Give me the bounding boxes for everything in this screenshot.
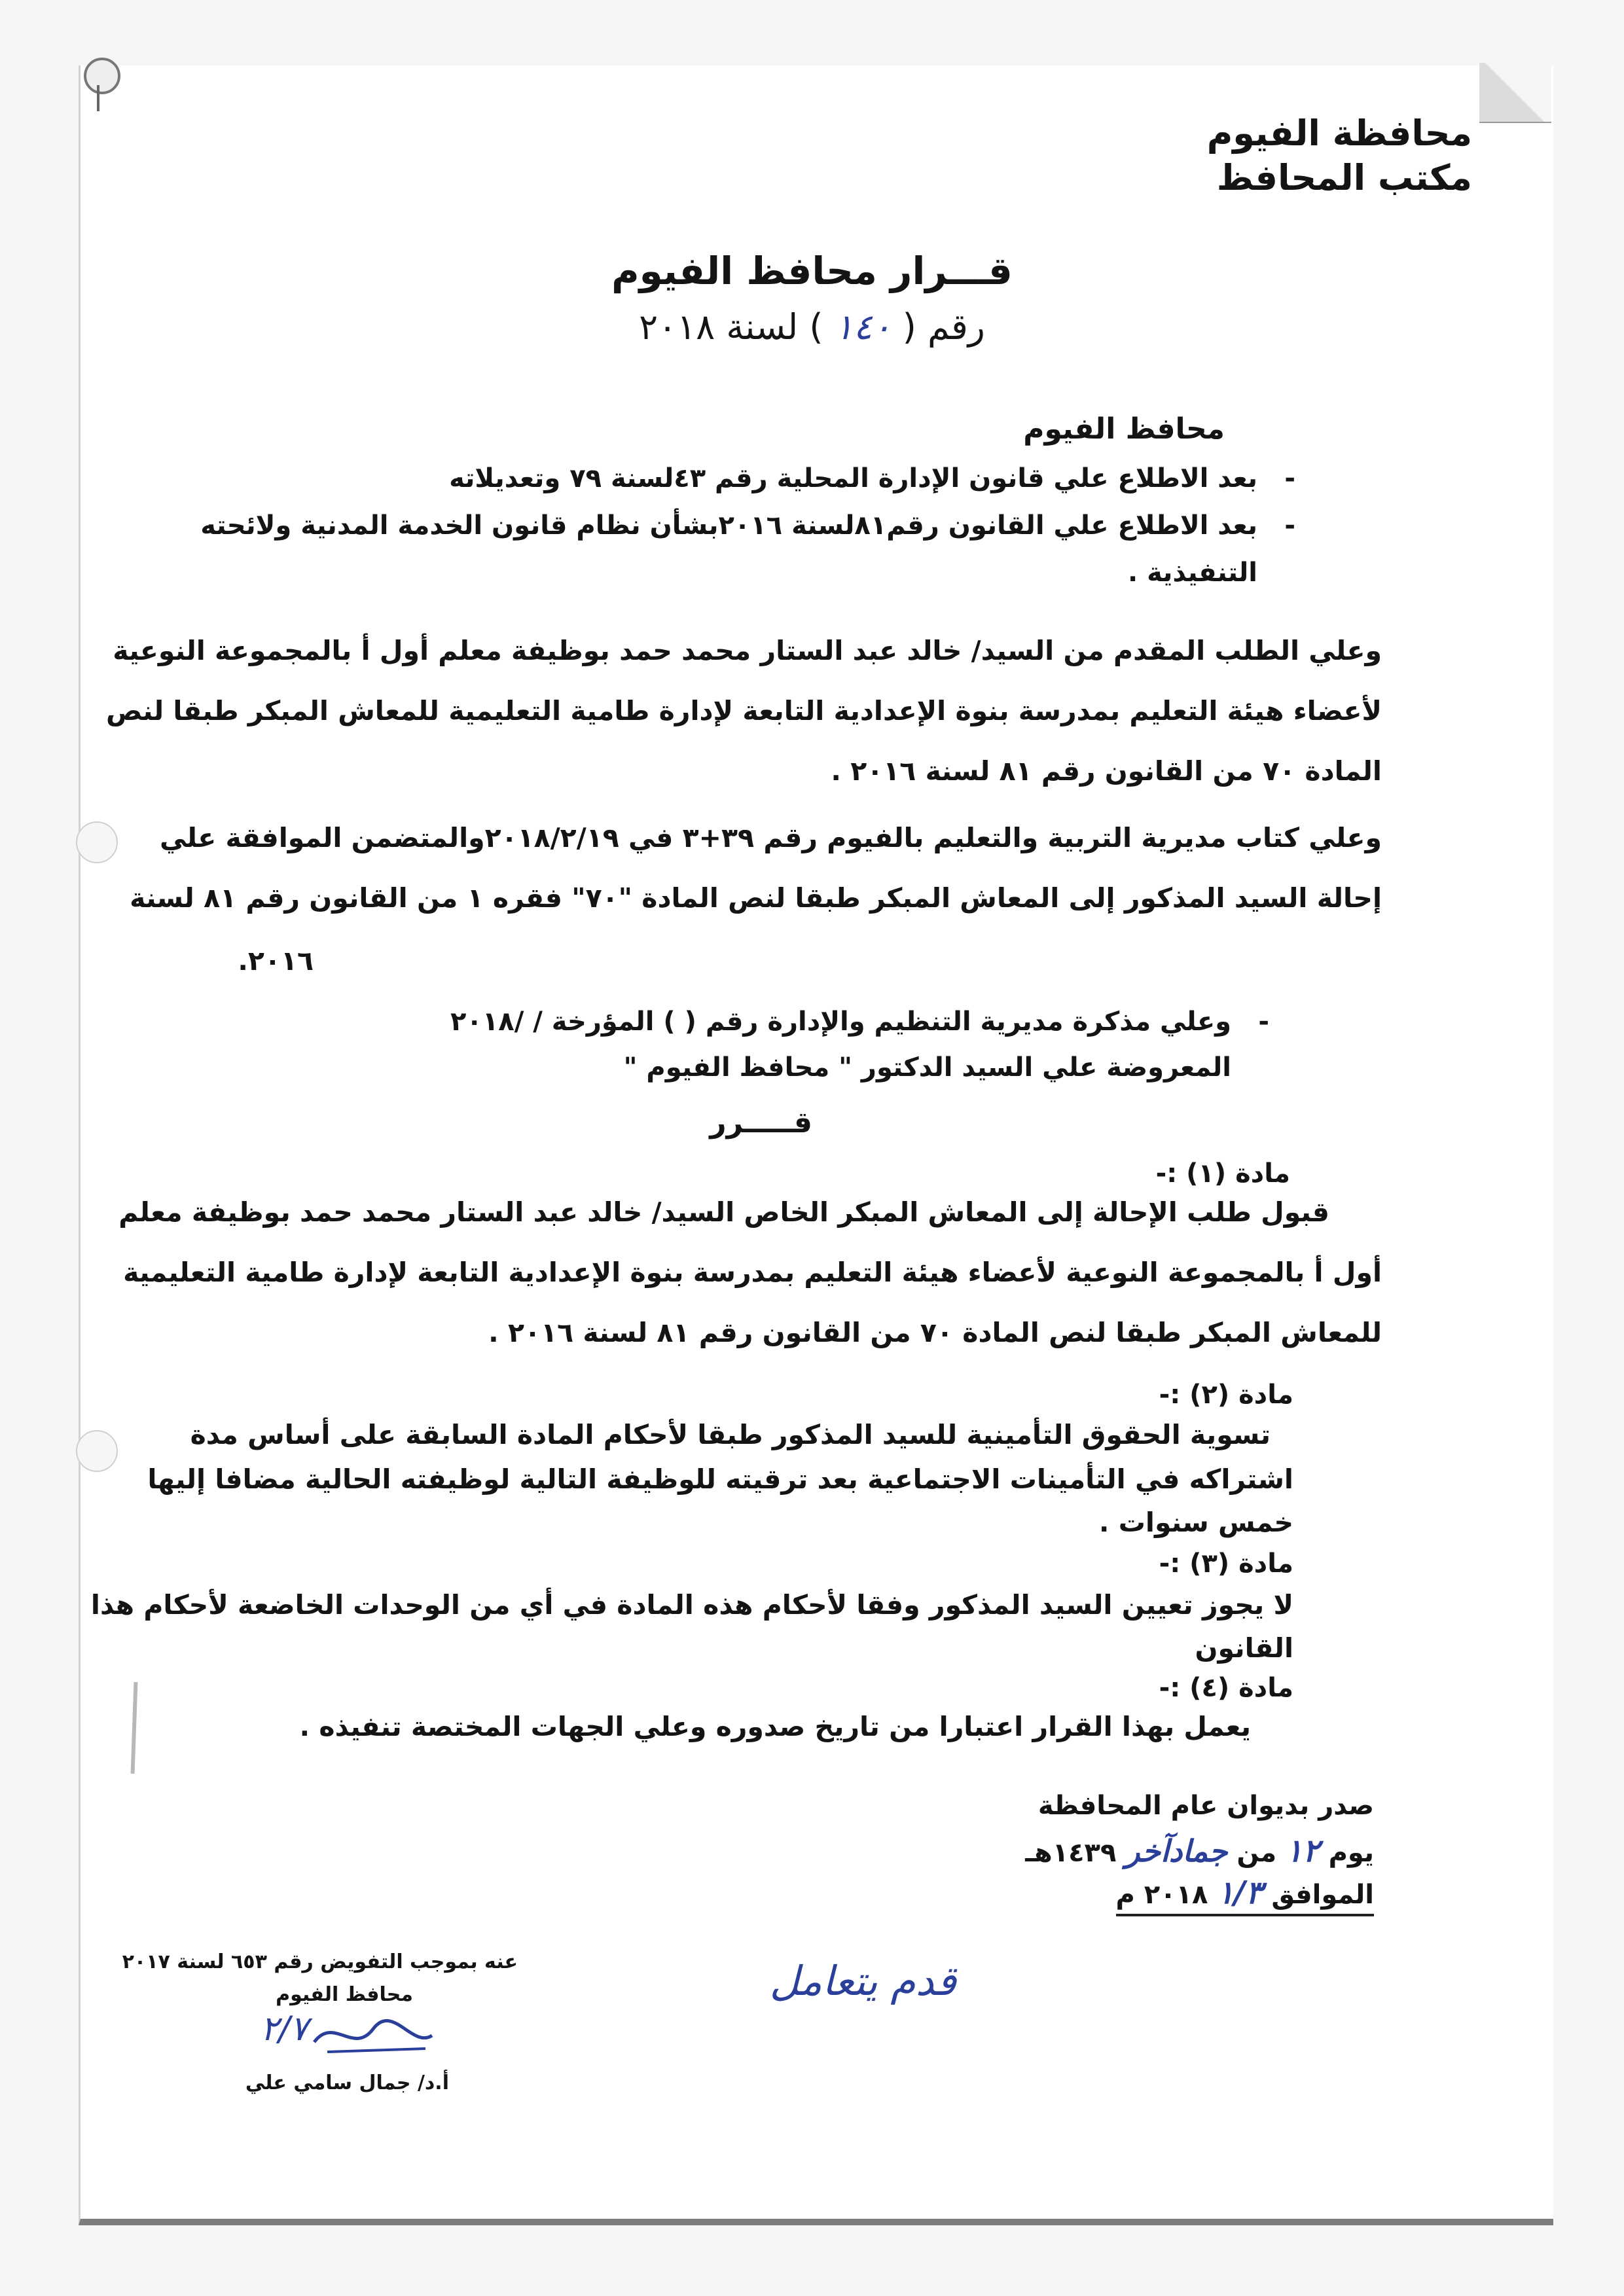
article-2-line: خمس سنوات . [1098,1507,1293,1538]
article-2-line: تسوية الحقوق التأمينية للسيد المذكور طبقا لأحكام المادة السابقة على أساس مدة [190,1419,1271,1450]
page-fold-corner [1479,63,1551,123]
pushpin-icon [84,58,120,94]
letter-line: ٢٠١٦. [238,945,314,977]
article-1-label: مادة (١) :- [1155,1158,1290,1189]
issuance-greg-year: ٢٠١٨ م [1115,1880,1208,1910]
issuance-day-line [1025,1833,1374,1869]
article-1-line: للمعاش المبكر طبقا لنص المادة ٧٠ من القانون رقم ٨١ لسنة ٢٠١٦ . [488,1317,1382,1348]
bullet-local-admin-law: - بعد الاطلاع علي قانون الإدارة المحلية رقم ٤٣لسنة ٧٩ وتعديلاته [449,463,1257,493]
bullet-civil-service-law: - بعد الاطلاع علي القانون رقم٨١لسنة ٢٠١٦بشأن نظام قانون الخدمة المدنية ولائحته [200,511,1257,541]
request-line: وعلي الطلب المقدم من السيد/ خالد عبد الستار محمد حمد بوظيفة معلم أول أ بالمجموعة النوعية [113,635,1382,666]
preamble-governor: محافظ الفيوم [1023,412,1225,446]
handwritten-note: قدم يتعامل [769,1957,956,2005]
memo-line: المعروضة علي السيد الدكتور " محافظ الفيوم " [623,1052,1231,1083]
memo-line: - وعلي مذكرة مديرية التنظيم والإدارة رقم ( ) المؤرخة / /٢٠١٨ [450,1007,1231,1037]
issuance-hijri-year: ١٤٣٩هـ [1025,1838,1117,1868]
issuance-corr-label: الموافق [1271,1880,1374,1910]
number-prefix: رقم ( [902,306,985,348]
issuance-month-hand: جمادآخر [1125,1833,1228,1869]
article-4-label: مادة (٤) :- [1159,1673,1293,1703]
bullet-civil-service-law-cont: التنفيذية . [1127,558,1257,588]
signatory-delegation: عنه بموجب التفويض رقم ٦٥٣ لسنة ٢٠١٧ [122,1950,518,1973]
issuance-date-hand: ١/٣ [1217,1874,1263,1911]
number-handwritten: ١٤٠ [834,306,892,348]
header-governorate: محافظة الفيوم [1206,113,1472,154]
issuance-from: من [1236,1838,1277,1868]
decision-number [0,306,1624,348]
article-3-line: لا يجوز تعيين السيد المذكور وفقا لأحكام هذه المادة في أي من الوحدات الخاضعة لأحكام هذا [90,1589,1293,1621]
issuance-greg-line [1116,1874,1374,1916]
punch-hole [76,821,118,863]
signature-scribble [308,2003,439,2062]
article-1-line: قبول طلب الإحالة إلى المعاش المبكر الخاص السيد/ خالد عبد الستار محمد حمد بوظيفة معلم [118,1196,1329,1228]
signatory-name: أ.د/ جمال سامي علي [245,2072,449,2094]
article-2-line: اشتراكه في التأمينات الاجتماعية بعد ترقيته للوظيفة التالية لوظيفته الحالية مضافا إليها [147,1463,1293,1495]
issuance-line: صدر بديوان عام المحافظة [1038,1791,1374,1821]
request-line: المادة ٧٠ من القانون رقم ٨١ لسنة ٢٠١٦ . [831,755,1382,787]
pushpin-needle [97,85,99,111]
qarar-heading: قـــــرر [710,1106,812,1139]
decision-title: قـــرار محافظ الفيوم [611,249,1013,293]
request-line: لأعضاء هيئة التعليم بمدرسة بنوة الإعدادية التابعة لإدارة طامية التعليمية للمعاش المبكر طبقا لنص [106,695,1382,726]
letter-line: إحالة السيد المذكور إلى المعاش المبكر طبقا لنص المادة "٧٠" فقره ١ من القانون رقم ٨١ لسنة [130,882,1382,914]
issuance-day-label: يوم [1328,1838,1374,1868]
header-office: مكتب المحافظ [1216,157,1472,198]
article-3-line: القانون [1195,1632,1293,1664]
article-2-label: مادة (٢) :- [1159,1380,1293,1410]
number-suffix: ) لسنة ٢٠١٨ [639,306,823,348]
issuance-day-hand: ١٢ [1286,1833,1320,1869]
article-1-line: أول أ بالمجموعة النوعية لأعضاء هيئة التعليم بمدرسة بنوة الإعدادية التابعة لإدارة طامية التعليمية [123,1257,1382,1288]
article-4-line: يعمل بهذا القرار اعتبارا من تاريخ صدوره وعلي الجهات المختصة تنفيذه . [299,1711,1251,1742]
punch-hole [76,1430,118,1472]
signatory-title: محافظ الفيوم [276,1983,413,2006]
letter-line: وعلي كتاب مديرية التربية والتعليم بالفيوم رقم ٣٩+٣ في ٢٠١٨/٢/١٩والمتضمن الموافقة علي [159,822,1382,853]
signatory-hand-date: ٢/٧ [260,2009,308,2049]
article-3-label: مادة (٣) :- [1159,1549,1293,1579]
